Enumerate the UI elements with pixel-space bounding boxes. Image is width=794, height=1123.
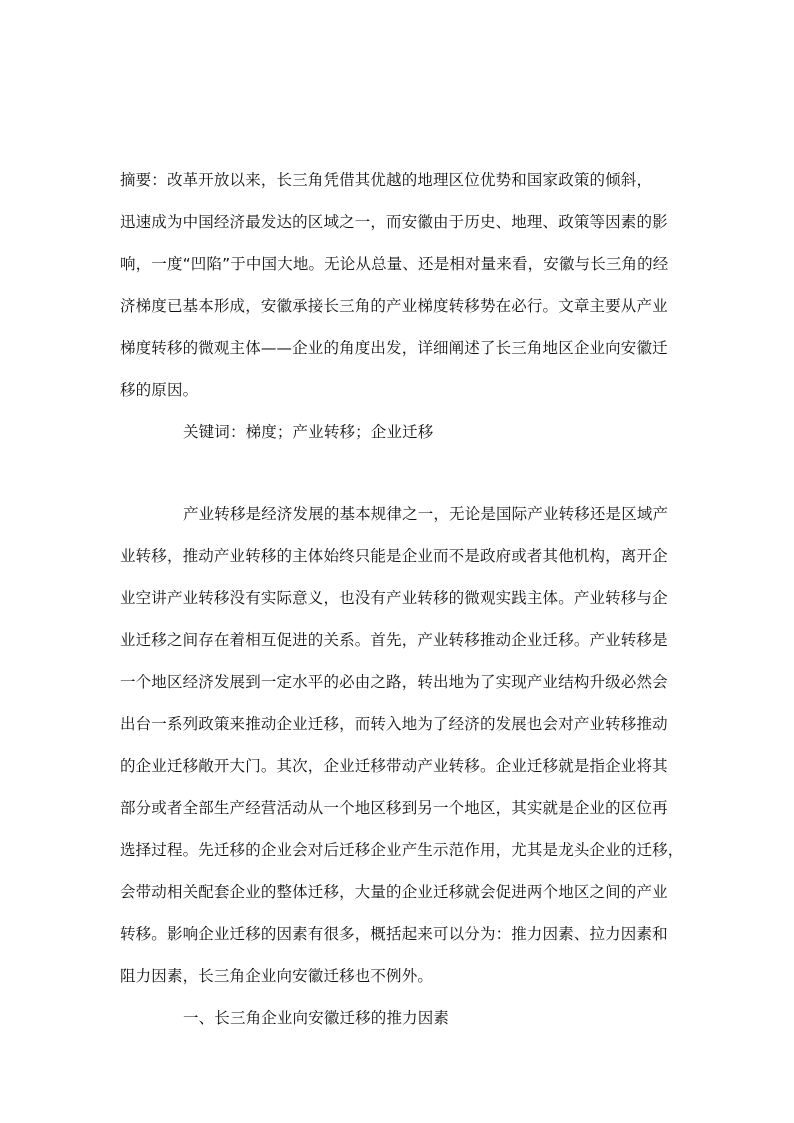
body-line-2: 业转移，推动产业转移的主体始终只能是企业而不是政府或者其他机构，离开企 (120, 547, 668, 565)
body-line-10: 会带动相关配套企业的整体迁移，大量的企业迁移就会促进两个地区之间的产业 (120, 883, 668, 901)
section-heading: 一、长三角企业向安徽迁移的推力因素 (183, 1009, 450, 1027)
abstract-line-4: 济梯度已基本形成，安徽承接长三角的产业梯度转移势在必行。文章主要从产业 (120, 297, 668, 315)
abstract-line-3: 响，一度“凹陷”于中国大地。无论从总量、还是相对量来看，安徽与长三角的经 (120, 255, 669, 273)
abstract-line-1: 摘要：改革开放以来，长三角凭借其优越的地理区位优势和国家政策的倾斜， (120, 171, 653, 189)
body-line-11: 转移。影响企业迁移的因素有很多，概括起来可以分为：推力因素、拉力因素和 (120, 925, 668, 943)
body-line-9: 选择过程。先迁移的企业会对后迁移企业产生示范作用，尤其是龙头企业的迁移， (120, 841, 684, 859)
abstract-line-5: 梯度转移的微观主体——企业的角度出发，详细阐述了长三角地区企业向安徽迁 (120, 339, 668, 357)
abstract-line-6: 移的原因。 (120, 381, 199, 399)
body-line-7: 的企业迁移敞开大门。其次，企业迁移带动产业转移。企业迁移就是指企业将其 (120, 757, 668, 775)
body-line-3: 业空讲产业转移没有实际意义，也没有产业转移的微观实践主体。产业转移与企 (120, 589, 668, 607)
body-line-12: 阻力因素，长三角企业向安徽迁移也不例外。 (120, 967, 434, 985)
body-line-5: 一个地区经济发展到一定水平的必由之路，转出地为了实现产业结构升级必然会 (120, 673, 668, 691)
body-line-4: 业迁移之间存在着相互促进的关系。首先，产业转移推动企业迁移。产业转移是 (120, 631, 668, 649)
body-line-6: 出台一系列政策来推动企业迁移，而转入地为了经济的发展也会对产业转移推动 (120, 715, 668, 733)
abstract-line-2: 迅速成为中国经济最发达的区域之一，而安徽由于历史、地理、政策等因素的影 (120, 213, 668, 231)
body-line-8: 部分或者全部生产经营活动从一个地区移到另一个地区，其实就是企业的区位再 (120, 799, 668, 817)
body-line-1: 产业转移是经济发展的基本规律之一，无论是国际产业转移还是区域产 (183, 505, 669, 523)
keywords-line: 关键词：梯度；产业转移；企业迁移 (183, 423, 434, 441)
